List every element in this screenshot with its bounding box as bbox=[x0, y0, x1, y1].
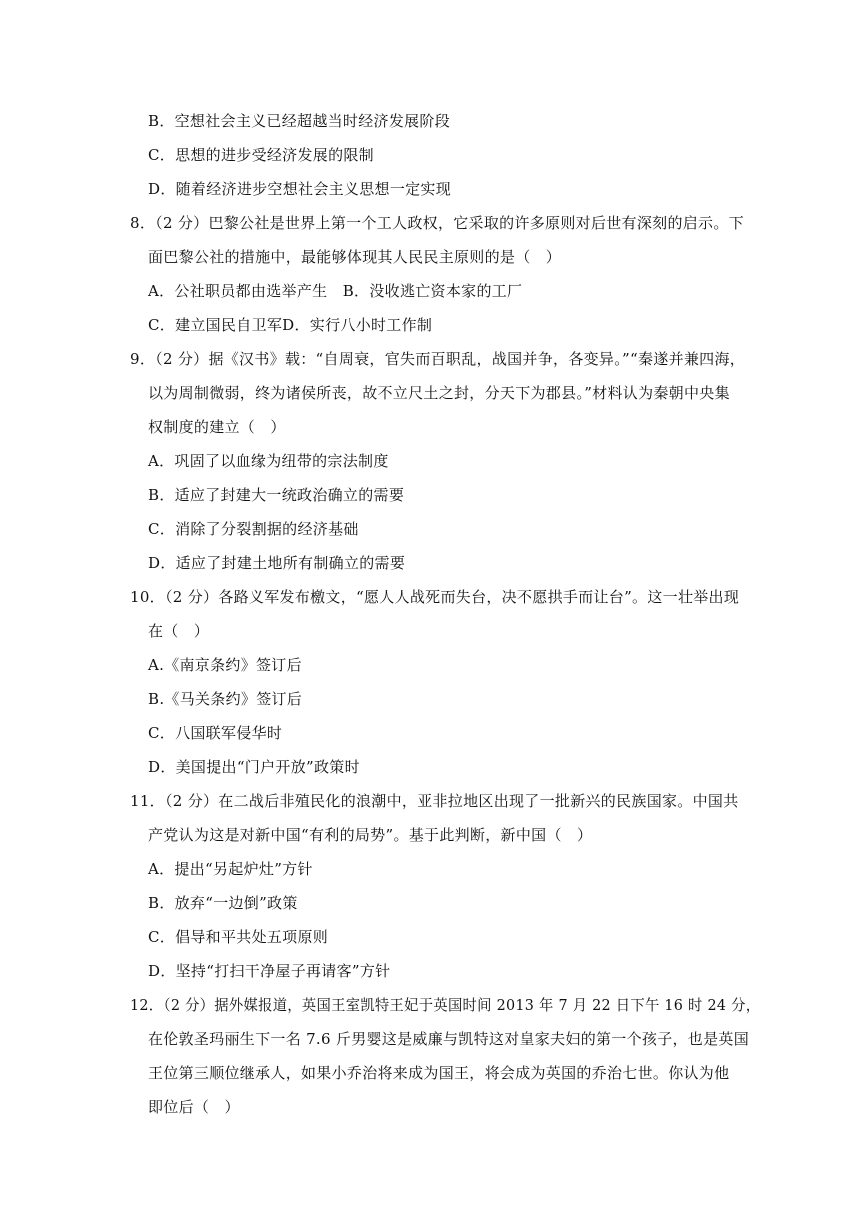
q9-option-d: D．适应了封建土地所有制确立的需要 bbox=[148, 554, 406, 572]
q12-stem-line-4: 即位后（ ） bbox=[148, 1098, 240, 1116]
q8-options-cd: C．建立国民自卫军D．实行八小时工作制 bbox=[148, 316, 433, 334]
q9-stem-line-3: 权制度的建立（ ） bbox=[148, 418, 286, 436]
q11-option-a: A．提出“另起炉灶”方针 bbox=[148, 860, 313, 878]
q11-option-d: D．坚持“打扫干净屋子再请客”方针 bbox=[148, 962, 391, 980]
q8-stem-line-2: 面巴黎公社的措施中，最能够体现其人民民主原则的是（ ） bbox=[148, 248, 562, 266]
q10-stem-line-2: 在（ ） bbox=[148, 622, 210, 640]
q10-option-c: C．八国联军侵华时 bbox=[148, 724, 283, 742]
q7-option-c: C．思想的进步受经济发展的限制 bbox=[148, 146, 374, 164]
q7-option-b: B．空想社会主义已经超越当时经济发展阶段 bbox=[148, 112, 451, 130]
q9-option-a: A．巩固了以血缘为纽带的宗法制度 bbox=[148, 452, 389, 470]
q11-option-b: B．放弃“一边倒”政策 bbox=[148, 894, 298, 912]
q9-stem-line-2: 以为周制微弱，终为诸侯所丧，故不立尺土之封，分天下为郡县。”材料认为秦朝中央集 bbox=[148, 384, 730, 402]
q8-options-ab: A．公社职员都由选举产生 B．没收逃亡资本家的工厂 bbox=[148, 282, 523, 300]
q10-stem-line-1: 10．（2 分）各路义军发布檄文，“愿人人战死而失台，决不愿拱手而让台”。这一壮举出现 bbox=[130, 588, 740, 606]
q12-stem-line-3: 王位第三顺位继承人，如果小乔治将来成为国王，将会成为英国的乔治七世。你认为他 bbox=[148, 1064, 730, 1082]
q9-stem-line-1: 9．（2 分）据《汉书》载：“自周衰，官失而百职乱，战国并争，各变异。”“秦遂并兼四海， bbox=[130, 350, 746, 368]
q10-option-a: A.《南京条约》签订后 bbox=[148, 656, 302, 674]
q10-option-b: B.《马关条约》签订后 bbox=[148, 690, 303, 708]
q11-stem-line-1: 11．（2 分）在二战后非殖民化的浪潮中，亚非拉地区出现了一批新兴的民族国家。中国共 bbox=[130, 792, 739, 810]
q12-stem-line-1: 12．（2 分）据外媒报道，英国王室凯特王妃于英国时间 2013 年 7 月 22 日下午 16 时 24 分， bbox=[130, 996, 761, 1014]
q11-option-c: C．倡导和平共处五项原则 bbox=[148, 928, 329, 946]
q12-stem-line-2: 在伦敦圣玛丽生下一名 7.6 斤男婴这是威廉与凯特这对皇家夫妇的第一个孩子，也是英国 bbox=[148, 1030, 749, 1048]
q11-stem-line-2: 产党认为这是对新中国“有利的局势”。基于此判断，新中国（ ） bbox=[148, 826, 593, 844]
q9-option-c: C．消除了分裂割据的经济基础 bbox=[148, 520, 359, 538]
q7-option-d: D．随着经济进步空想社会主义思想一定实现 bbox=[148, 180, 452, 198]
q9-option-b: B．适应了封建大一统政治确立的需要 bbox=[148, 486, 405, 504]
q8-stem-line-1: 8．（2 分）巴黎公社是世界上第一个工人政权，它采取的许多原则对后世有深刻的启示。下 bbox=[130, 214, 744, 232]
q10-option-d: D．美国提出“门户开放”政策时 bbox=[148, 758, 360, 776]
